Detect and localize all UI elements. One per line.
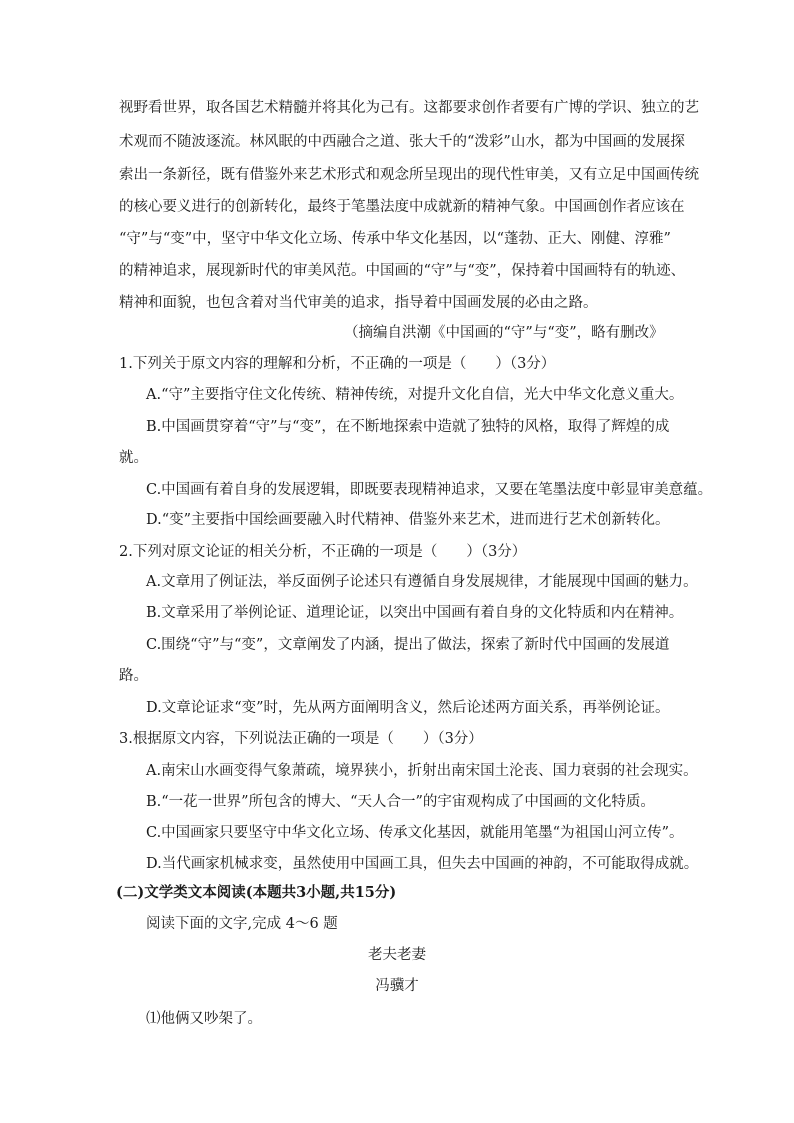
- question-stem: 1.下列关于原文内容的理解和分析，不正确的一项是（ ）（3分）: [119, 356, 556, 372]
- question-option-wrap: 路。: [119, 668, 148, 684]
- question-option: B.中国画贯穿着“守”与“变”，在不断地探索中造就了独特的风格，取得了辉煌的成: [146, 419, 670, 435]
- passage-line: 索出一条新径，既有借鉴外来艺术形式和观念所呈现出的现代性审美，又有立足中国画传统: [119, 167, 699, 183]
- section-instruction: 阅读下面的文字,完成 4～6 题: [146, 916, 338, 932]
- source-note: （摘编自洪潮《中国画的“守”与“变”，略有删改》: [344, 325, 664, 341]
- question-option: C.中国画家只要坚守中华文化立场、传承文化基因，就能用笔墨“为祖国山河立传”。: [146, 825, 684, 841]
- question-option: A.“守”主要指守住文化传统、精神传统，对提升文化自信，光大中华文化意义重大。: [146, 387, 684, 403]
- story-author: 冯骥才: [375, 978, 419, 994]
- question-option: A.文章用了例证法，举反面例子论述只有遵循自身发展规律，才能展现中国画的魅力。: [146, 574, 698, 590]
- passage-line: 的精神追求，展现新时代的审美风范。中国画的“守”与“变”，保持着中国画特有的轨迹、: [119, 263, 686, 279]
- passage-line: “守”与“变”中，坚守中华文化立场、传承中华文化基因，以“蓬勃、正大、刚健、淳雅”: [119, 231, 671, 247]
- passage-line: 视野看世界，取各国艺术精髓并将其化为己有。这都要求创作者要有广博的学识、独立的艺: [119, 100, 699, 116]
- question-option: C.中国画有着自身的发展逻辑，即既要表现精神追求，又要在笔墨法度中彰显审美意蕴。: [146, 482, 713, 498]
- question-option: D.文章论证求“变”时，先从两方面阐明含义，然后论述两方面关系，再举例论证。: [146, 700, 670, 716]
- question-option: D.“变”主要指中国绘画要融入时代精神、借鉴外来艺术，进而进行艺术创新转化。: [146, 512, 670, 528]
- story-paragraph: ⑴他俩又吵架了。: [146, 1011, 262, 1027]
- question-option: B.文章采用了举例论证、道理论证，以突出中国画有着自身的文化特质和内在精神。: [146, 605, 684, 621]
- passage-line: 术观而不随波逐流。林风眠的中西融合之道、张大千的“泼彩”山水，都为中国画的发展探: [119, 134, 685, 150]
- question-option: B.“一花一世界”所包含的博大、“天人合一”的宇宙观构成了中国画的文化特质。: [146, 794, 655, 810]
- question-option: C.围绕“守”与“变”，文章阐发了内涵，提出了做法，探索了新时代中国画的发展道: [146, 637, 670, 653]
- question-option-wrap: 就。: [119, 450, 148, 466]
- section-heading: (二)文学类文本阅读(本题共3小题,共15分): [116, 884, 397, 901]
- question-option: D.当代画家机械求变，虽然使用中国画工具，但失去中国画的神韵，不可能取得成就。: [146, 856, 699, 872]
- question-option: A.南宋山水画变得气象萧疏，境界狭小，折射出南宋国土沦丧、国力衰弱的社会现实。: [146, 763, 698, 779]
- story-title: 老夫老妻: [368, 947, 426, 963]
- passage-line: 的核心要义进行的创新转化，最终于笔墨法度中成就新的精神气象。中国画创作者应该在: [119, 199, 685, 215]
- question-stem: 3.根据原文内容，下列说法正确的一项是（ ）（3分）: [119, 731, 483, 747]
- passage-line: 精神和面貌，也包含着对当代审美的追求，指导着中国画发展的必由之路。: [119, 295, 598, 311]
- question-stem: 2.下列对原文论证的相关分析，不正确的一项是（ ）（3分）: [119, 544, 527, 560]
